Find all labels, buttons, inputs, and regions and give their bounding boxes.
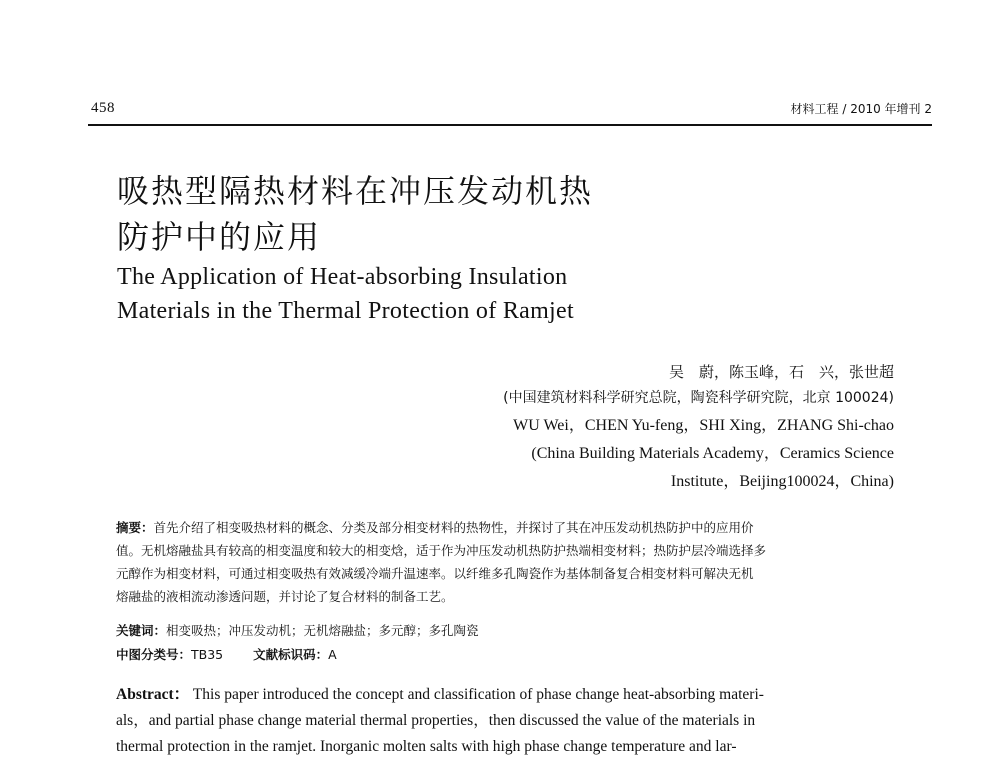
keywords — [116, 621, 479, 639]
clc-label: 中图分类号： — [116, 647, 192, 662]
abstract-chinese-line-1 — [116, 516, 896, 539]
header-divider — [88, 124, 932, 126]
abstract-chinese-line-3: 元醇作为相变材料，可通过相变吸热有效减缓冷端升温速率。以纤维多孔陶瓷作为基体制备复合相变材料可解决无机 — [116, 566, 754, 581]
title-english — [117, 260, 717, 328]
abstract-chinese-line-2: 值。无机熔融盐具有较高的相变温度和较大的相变焓，适于作为冲压发动机热防护热端相变材料；热防护层冷端选择多 — [116, 543, 767, 558]
abstract-chinese-label: 摘要： — [116, 520, 154, 535]
keywords-label: 关键词： — [116, 623, 167, 638]
title-chinese-line-2: 防护中的应用 — [117, 218, 322, 256]
doc-code-value: A — [328, 647, 337, 662]
affiliation-english-line-1: (China Building Materials Academy，Ceramics Science — [531, 445, 894, 462]
byline — [374, 360, 894, 496]
abstract-english-label: Abstract： — [116, 686, 190, 703]
page-number: 458 — [91, 100, 115, 116]
journal-header: 材料工程 / 2010 年增刊 2 — [790, 102, 932, 116]
doc-code-label: 文献标识码： — [253, 647, 329, 662]
abstract-english-line-2: als，and partial phase change material thermal properties，then discussed the value of the materials in — [116, 712, 756, 729]
keywords-value: 相变吸热；冲压发动机；无机熔融盐；多元醇；多孔陶瓷 — [166, 623, 479, 638]
abstract-chinese — [116, 516, 896, 608]
classification — [116, 645, 337, 663]
title-english-line-2: Materials in the Thermal Protection of Ramjet — [117, 298, 574, 324]
abstract-english-text-1: This paper introduced the concept and classification of phase change heat-absorbing materi- — [192, 686, 764, 703]
abstract-english-line-1 — [116, 682, 896, 708]
abstract-chinese-line-4: 熔融盐的液相流动渗透问题，并讨论了复合材料的制备工艺。 — [116, 589, 454, 604]
affiliation-chinese: (中国建筑材料科学研究总院，陶瓷科学研究院，北京 100024) — [503, 390, 894, 406]
abstract-english — [116, 682, 896, 760]
title-english-line-1: The Application of Heat-absorbing Insulation — [117, 264, 568, 290]
authors-english: WU Wei，CHEN Yu-feng，SHI Xing，ZHANG Shi-chao — [513, 417, 894, 434]
abstract-chinese-text-1: 首先介绍了相变吸热材料的概念、分类及部分相变材料的热物性，并探讨了其在冲压发动机热防护中的应用价 — [153, 520, 754, 535]
affiliation-english-line-2: Institute，Beijing100024，China) — [670, 473, 894, 490]
authors-chinese: 吴 蔚，陈玉峰，石 兴，张世超 — [668, 363, 894, 381]
title-chinese-line-1: 吸热型隔热材料在冲压发动机热 — [117, 172, 594, 210]
abstract-english-line-3: thermal protection in the ramjet. Inorganic molten salts with high phase change temperature and lar- — [116, 738, 737, 755]
title-chinese — [117, 168, 677, 260]
clc-value: TB35 — [191, 647, 224, 662]
